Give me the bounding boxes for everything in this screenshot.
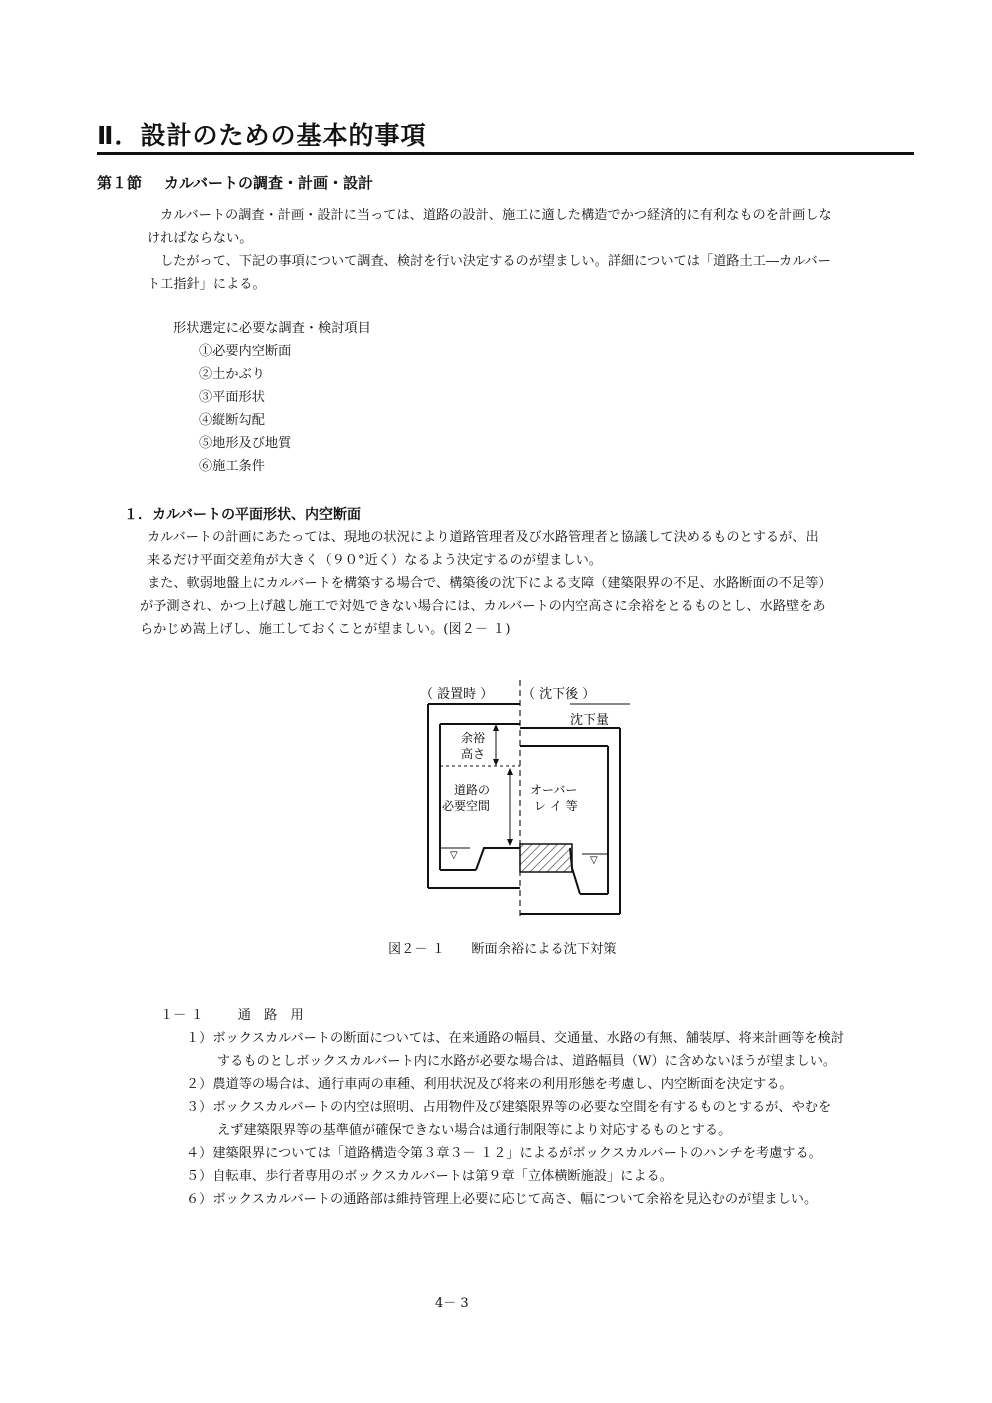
water-level-icon: ▽ [450, 850, 458, 861]
chapter-title: Ⅱ．設計のための基本的事項 [97, 121, 427, 150]
list-item-continuation: するものとしボックスカルバート内に水路が必要な場合は、道路幅員（W）に含めないほうが望ましい。 [217, 1054, 837, 1069]
list-item-text: ボックスカルバートの通路部は維持管理上必要に応じて高さ、幅について余裕を見込むのが望ましい。 [212, 1192, 818, 1207]
road-space-label: 必要空間 [442, 799, 491, 813]
list-item-number: １） [186, 1031, 213, 1046]
intro-line-3: したがって、下記の事項について調査、検討を行い決定するのが望ましい。詳細については「道路土工―カルバー [160, 254, 831, 269]
list-item-number: ３） [186, 1100, 213, 1115]
figure-caption: 図２－ １ 断面余裕による沈下対策 [388, 942, 617, 957]
list-item [186, 1074, 793, 1097]
subsection-1-title: １．カルバートの平面形状、内空断面 [124, 507, 362, 523]
list-item-text: 建築限界については「道路構造令第３章３－ １２」によるがボックスカルバートのハンチを考慮する。 [212, 1146, 822, 1161]
margin-label: 余裕 [461, 731, 486, 745]
margin-arrow-head [493, 759, 499, 766]
section-number: 第１節 [97, 174, 143, 192]
margin-label: 高さ [461, 747, 486, 761]
road-space-arrow-head [507, 768, 513, 775]
subsection-1-1-number: １－ １ [160, 1008, 204, 1023]
subsection-1-line: また、軟弱地盤上にカルバートを構築する場合で、構築後の沈下による支障（建築限界の不足、水路断面の不足等） [147, 576, 832, 591]
list-item [186, 1166, 673, 1189]
road-space-label: 道路の [454, 783, 491, 797]
overlay-label: オーバー [530, 783, 578, 797]
overlay-label: レ イ 等 [534, 799, 578, 813]
list-item [186, 1143, 822, 1166]
water-level-icon: ▽ [590, 855, 598, 866]
subsection-1-line: カルバートの計画にあたっては、現地の状況により道路管理者及び水路管理者と協議して決めるものとするが、出 [147, 530, 819, 545]
survey-item: ③平面形状 [199, 390, 265, 405]
survey-item: ④縦断勾配 [199, 413, 265, 428]
survey-heading: 形状選定に必要な調査・検討項目 [173, 321, 371, 336]
settlement-countermeasure-figure [370, 658, 670, 926]
margin-arrow-head [493, 724, 499, 731]
road-space-arrow-head [507, 839, 513, 846]
list-item-text: 農道等の場合は、通行車両の車種、利用状況及び将来の利用形態を考慮し、内空断面を決定する。 [212, 1077, 793, 1092]
page-number: 4－ 3 [435, 1296, 469, 1311]
label-at-installation: （ 設置時 ） [420, 687, 494, 702]
subsection-1-1-title: 通 路 用 [237, 1008, 304, 1023]
left-channel-wall [476, 848, 520, 870]
settlement-label: 沈下量 [570, 713, 610, 728]
list-item-number: ４） [186, 1146, 213, 1161]
overlay-hatched-block [520, 844, 572, 872]
subsection-1-1-heading [160, 1005, 304, 1028]
subsection-1-line: 来るだけ平面交差角が大きく（９０°近く）なるよう決定するのが望ましい。 [147, 553, 602, 568]
survey-item: ②土かぶり [199, 367, 265, 382]
section-title: カルバートの調査・計画・設計 [164, 174, 373, 192]
intro-line-1: カルバートの調査・計画・設計に当っては、道路の設計、施工に適した構造でかつ経済的に有利なものを計画しな [160, 208, 832, 223]
survey-item: ①必要内空断面 [199, 344, 292, 359]
subsection-1-line: らかじめ嵩上げし、施工しておくことが望ましい。(図２－ １) [140, 622, 511, 637]
intro-line-2: ければならない。 [147, 231, 253, 246]
list-item [186, 1028, 844, 1051]
list-item-number: ２） [186, 1077, 213, 1092]
label-after-settlement: （ 沈下後 ） [522, 687, 596, 702]
list-item-text: 自転車、歩行者専用のボックスカルバートは第９章「立体横断施設」による。 [212, 1169, 673, 1184]
list-item-text: ボックスカルバートの内空は照明、占用物件及び建築限界等の必要な空間を有するものとするが、やむを [212, 1100, 832, 1115]
list-item-text: ボックスカルバートの断面については、在来通路の幅員、交通量、水路の有無、舗装厚、将来計画等を検討 [212, 1031, 845, 1046]
list-item-number: ６） [186, 1192, 213, 1207]
section-heading [97, 172, 373, 193]
chapter-title-rule [97, 152, 914, 155]
list-item [186, 1097, 831, 1120]
intro-line-4: ト工指針」による。 [147, 277, 266, 292]
subsection-1-line: が予測され、かつ上げ越し施工で対処できない場合には、カルバートの内空高さに余裕をとるものとし、水路壁をあ [140, 599, 826, 614]
list-item [186, 1189, 817, 1212]
list-item-number: ５） [186, 1169, 213, 1184]
survey-item: ⑥施工条件 [199, 459, 265, 474]
survey-item: ⑤地形及び地質 [199, 436, 292, 451]
list-item-continuation: えず建築限界等の基準値が確保できない場合は通行制限等により対応するものとする。 [217, 1123, 732, 1138]
